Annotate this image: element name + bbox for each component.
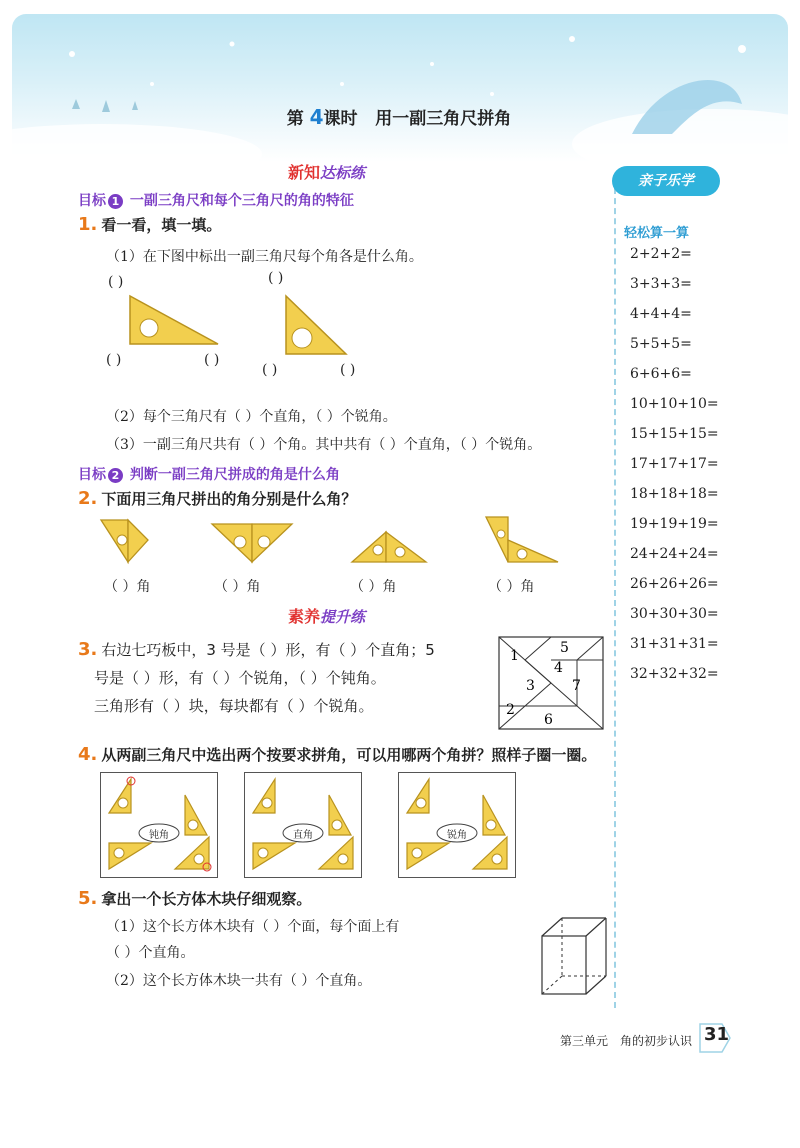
q2-combined-angle-figures: [96, 512, 576, 574]
question-5-title: 5. 拿出一个长方体木块仔细观察。: [78, 888, 312, 909]
lesson-suffix: 课时: [323, 109, 358, 129]
q5-part-1b: （ ）个直角。: [106, 945, 195, 961]
calc-item: 26+26+26=: [630, 576, 719, 592]
calc-item: 17+17+17=: [630, 456, 719, 472]
set-square-45-icon: [130, 296, 218, 344]
tangram-figure: [498, 636, 604, 730]
goal-2: 目标 2 判断一副三角尺拼成的角是什么角: [78, 467, 340, 483]
calc-item: 32+32+32=: [630, 666, 719, 682]
section-skill-improvement: 素养提升练: [288, 607, 366, 626]
question-1-title: 1. 看一看，填一填。: [78, 214, 222, 235]
q1-part-3: （3）一副三角尺共有（ ）个角。其中共有（ ）个直角，（ ）个锐角。: [106, 437, 542, 453]
angle-blank-4[interactable]: ( ): [204, 352, 220, 368]
question-3: 3. 右边七巧板中，3 号是（ ）形，有（ ）个直角；5 号是（ ）形，有（ ）个锐角，（ ）个钝角。 三角形有（ ）块，每块都有（ ）个锐角。: [78, 639, 435, 715]
q2-answer-3[interactable]: （ ）角: [350, 579, 397, 595]
question-2-title: 2. 下面用三角尺拼出的角分别是什么角？: [78, 488, 357, 509]
q5-part-1: （1）这个长方体木块有（ ）个面，每个面上有: [106, 919, 400, 935]
page-number: 31: [704, 1024, 730, 1045]
header-banner: [12, 14, 788, 162]
q4-label-right: 直角: [293, 830, 313, 841]
sidebar-subtitle: 轻松算一算: [624, 226, 690, 241]
calc-item: 30+30+30=: [630, 606, 719, 622]
q4-label-acute: 锐角: [447, 830, 467, 841]
lesson-name: 用一副三角尺拼角: [375, 109, 512, 129]
calc-item: 15+15+15=: [630, 426, 719, 442]
footer-unit: 第三单元: [560, 1034, 609, 1048]
angle-blank-1[interactable]: ( ): [108, 274, 124, 290]
sidebar-badge: 亲子乐学: [612, 166, 720, 196]
angle-blank-5[interactable]: ( ): [262, 362, 278, 378]
angle-blank-2[interactable]: ( ): [268, 270, 284, 286]
calc-item: 3+3+3=: [630, 276, 692, 292]
calc-item: 6+6+6=: [630, 366, 692, 382]
calc-item: 2+2+2=: [630, 246, 692, 262]
q4-box-acute[interactable]: [398, 772, 516, 878]
q2-answer-4[interactable]: （ ）角: [488, 579, 535, 595]
q4-box-obtuse[interactable]: [100, 772, 218, 878]
angle-blank-6[interactable]: ( ): [340, 362, 356, 378]
question-4-title: 4. 从两副三角尺中选出两个按要求拼角，可以用哪两个角拼？照样子圈一圈。: [78, 744, 597, 765]
tangram-label-6: 6: [544, 712, 553, 728]
q4-box-right[interactable]: [244, 772, 362, 878]
q5-part-2: （2）这个长方体木块一共有（ ）个直角。: [106, 973, 372, 989]
calc-item: 24+24+24=: [630, 546, 719, 562]
lesson-title: [262, 104, 536, 130]
calc-item: 18+18+18=: [630, 486, 719, 502]
tangram-label-7: 7: [572, 678, 581, 694]
calc-item: 4+4+4=: [630, 306, 692, 322]
tangram-label-3: 3: [526, 678, 535, 694]
footer-topic: 角的初步认识: [620, 1034, 693, 1048]
lesson-number: 4: [309, 105, 324, 129]
tangram-label-2: 2: [506, 702, 515, 718]
tangram-label-5: 5: [560, 640, 569, 656]
winter-scene-illustration: [12, 14, 788, 162]
goal-1: 目标 1 一副三角尺和每个三角尺的角的特征: [78, 193, 354, 209]
calc-item: 5+5+5=: [630, 336, 692, 352]
sidebar-divider: [614, 178, 616, 1008]
lesson-prefix: 第: [286, 109, 304, 129]
q2-answer-1[interactable]: （ ）角: [104, 579, 151, 595]
q1-part-1: （1）在下图中标出一副三角尺每个角各是什么角。: [106, 249, 423, 265]
tangram-label-1: 1: [510, 648, 519, 664]
calc-item: 31+31+31=: [630, 636, 719, 652]
angle-blank-3[interactable]: ( ): [106, 352, 122, 368]
calc-item: 10+10+10=: [630, 396, 719, 412]
q2-answer-2[interactable]: （ ）角: [214, 579, 261, 595]
cuboid-figure: [540, 914, 610, 996]
tangram-label-4: 4: [554, 660, 563, 676]
calc-item: 19+19+19=: [630, 516, 719, 532]
q1-part-2: （2）每个三角尺有（ ）个直角，（ ）个锐角。: [106, 409, 397, 425]
q4-label-obtuse: 钝角: [149, 830, 169, 841]
section-new-knowledge: 新知达标练: [288, 163, 366, 182]
